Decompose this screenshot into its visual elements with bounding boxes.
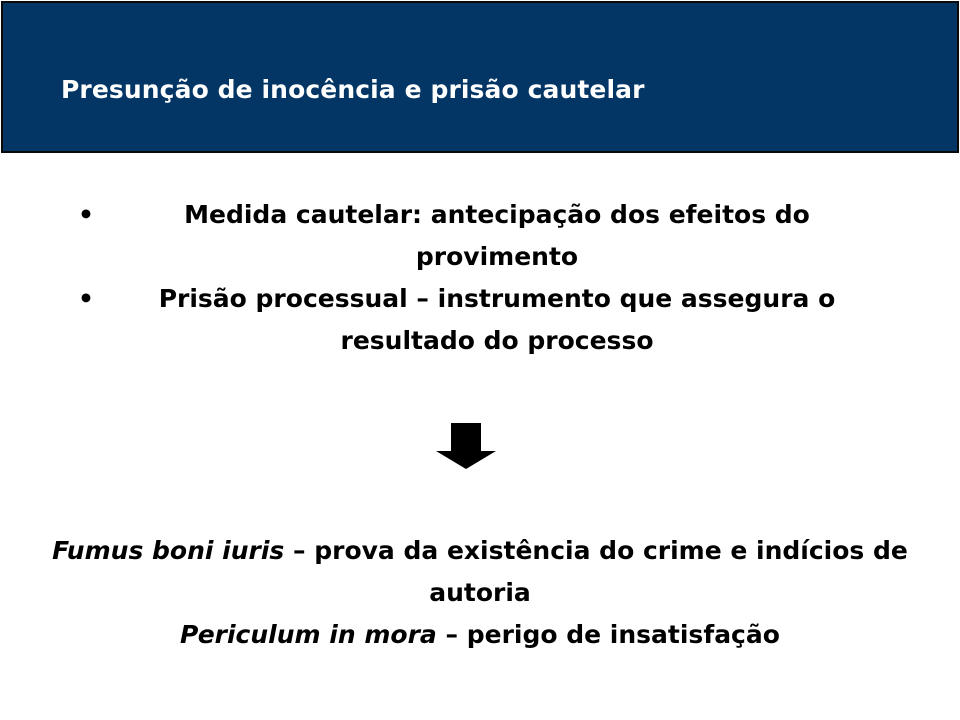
- conclusion-block: [30, 530, 930, 656]
- conclusion-line: [30, 614, 930, 656]
- slide-title: Presunção de inocência e prisão cautelar: [61, 75, 645, 104]
- separator: –: [284, 536, 315, 565]
- separator: –: [436, 620, 467, 649]
- bullet-text: Medida cautelar: antecipação dos efeitos do provimento: [184, 200, 810, 271]
- conclusion-text: perigo de insatisfação: [466, 620, 780, 649]
- latin-term: Periculum in mora: [180, 620, 437, 649]
- bullet-list: [60, 194, 900, 362]
- bullet-dot: •: [78, 284, 94, 313]
- bullet-text: Prisão processual – instrumento que assegura o resultado do processo: [158, 284, 836, 355]
- bullet-item: [60, 278, 900, 362]
- bullet-dot: •: [78, 200, 94, 229]
- conclusion-text: prova da existência do crime e indícios de autoria: [314, 536, 908, 607]
- conclusion-line: [30, 530, 930, 614]
- latin-term: Fumus boni iuris: [52, 536, 285, 565]
- down-arrow-icon: [436, 423, 496, 469]
- bullet-item: [60, 194, 900, 278]
- slide-header: [1, 1, 959, 153]
